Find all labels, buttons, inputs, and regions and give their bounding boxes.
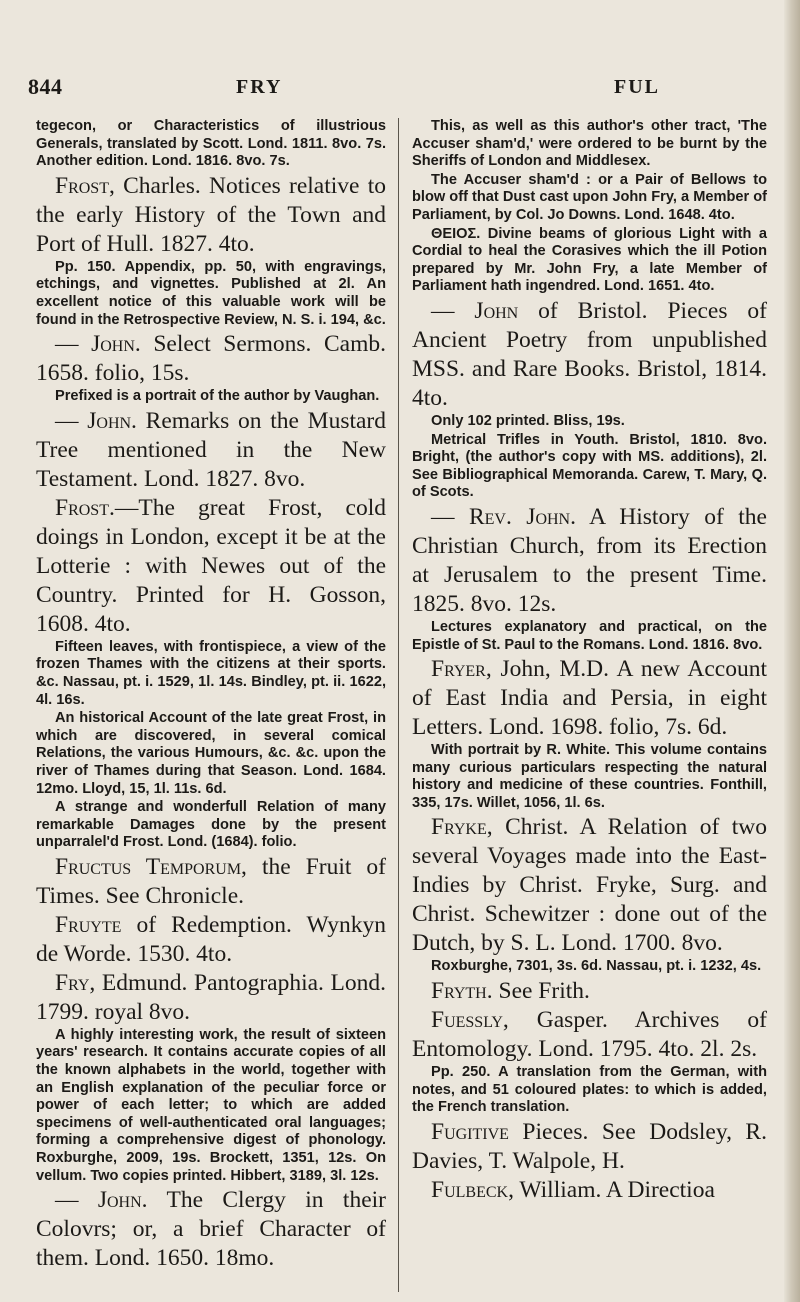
entry-heading	[36, 853, 386, 911]
entry-title: A History of the Christian Church, from its Erection at Jerusalem to the present Time. 1825. 8vo. 12s.	[412, 503, 767, 617]
entry-note: Pp. 250. A translation from the German, with notes, and 51 coloured plates: to which is added, the French translation.	[412, 1064, 767, 1116]
entry-lead: Fryke,	[431, 814, 493, 841]
entry-heading	[36, 1186, 386, 1273]
entry-title: of Bristol. Pieces of Ancient Poetry from unpublished MSS. and Rare Books. Bristol, 1814. 4to.	[412, 297, 768, 411]
entry-title: Remarks on the Mustard Tree mentioned in the New Testament. Lond. 1827. 8vo.	[36, 407, 386, 492]
entry-lead: Fructus Temporum,	[55, 853, 247, 880]
entry-note: Only 102 printed. Bliss, 19s.	[431, 412, 625, 429]
entry-title: Charles. Notices relative to the early History of the Town and Port of Hull. 1827. 4to.	[36, 172, 386, 257]
entry-heading	[36, 969, 386, 1027]
entry-title: The Clergy in their Colovrs; or, a brief Character of them. Lond. 1650. 18mo.	[36, 1187, 386, 1272]
entry-lead: Fryth.	[431, 978, 493, 1005]
entry-heading	[36, 407, 386, 494]
entry-lead: — John.	[55, 331, 141, 358]
entry-title: Select Sermons. Camb. 1658. folio, 15s.	[36, 331, 386, 387]
running-head-right: FUL	[614, 76, 660, 98]
entry-note: ΘΕΙΟΣ. Divine beams of glorious Light with a Cordial to heal the Corasives which the ill Potion prepared by Mr. John Fry, a late Member of Parliament hath ingendred. Lond. 1651. 4to.	[412, 225, 767, 295]
entry-note: With portrait by R. White. This volume contains many curious particulars respecting the natural history and medicine of these countries. Fonthill, 335, 17s. Willet, 1056, 1l. 6s.	[412, 742, 767, 811]
entry-lead: — John.	[55, 1187, 148, 1214]
entry-title: William. A Directioa	[513, 1176, 715, 1203]
entry-heading	[412, 1118, 767, 1176]
entry-heading	[412, 297, 767, 413]
entry-heading	[412, 1006, 767, 1064]
entry-note: A strange and wonderfull Relation of many remarkable Damages done by the present unparralel'd Frost. Lond. (1684). folio.	[36, 799, 386, 851]
entry-heading	[36, 172, 386, 259]
column-divider	[398, 118, 399, 1292]
entry-note: Pp. 150. Appendix, pp. 50, with engravings, etchings, and vignettes. Published at 2l. An excellent notice of this valuable work will be found in the Retrospective Review, N. S. i. 194, &c.	[36, 258, 386, 328]
entry-heading	[36, 330, 386, 388]
entry-note: An historical Account of the late great Frost, in which are discovered, in several comical Relations, the various Humours, &c. &c. upon the river of Thames during that Season. Lond. 1684. 12mo. Lloyd, 15, 1l. 11s. 6d.	[36, 710, 386, 797]
entry-heading	[36, 494, 386, 639]
entry-lead: Frost,	[55, 172, 115, 199]
entry-lead: — John.	[55, 407, 137, 434]
entry-heading	[412, 813, 767, 958]
entry-heading	[412, 1176, 767, 1205]
entry-lead: Fuessly,	[431, 1007, 509, 1034]
entry-note: Roxburghe, 7301, 3s. 6d. Nassau, pt. i. 1232, 4s.	[431, 958, 762, 975]
entry-title: Edmund. Pantographia. Lond. 1799. royal 8vo.	[36, 969, 386, 1025]
entry-note: tegecon, or Characteristics of illustrious Generals, translated by Scott. Lond. 1811. 8vo. 7s. Another edition. Lond. 1816. 8vo. 7s.	[36, 118, 386, 170]
entry-lead: Fulbeck,	[431, 1176, 514, 1203]
entry-heading	[412, 977, 767, 1006]
running-head-left: FRY	[236, 76, 283, 98]
entry-note: Prefixed is a portrait of the author by Vaughan.	[55, 388, 380, 405]
entry-note: This, as well as this author's other tract, 'The Accuser sham'd,' were ordered to be burnt by the Sheriffs of London and Middlesex.	[412, 118, 767, 170]
entry-heading	[412, 503, 767, 619]
entry-title: See Frith.	[492, 978, 590, 1005]
page-edge-shadow	[784, 0, 800, 1302]
entry-note: Metrical Trifles in Youth. Bristol, 1810. 8vo. Bright, (the author's copy with MS. additions), 2l. See Bibliographical Memoranda. Carew, T. Mary, Q. of Scots.	[412, 431, 767, 501]
entry-lead: Frost.	[55, 494, 115, 521]
left-column	[36, 118, 386, 1273]
entry-lead: Fruyte	[55, 911, 122, 938]
page-header	[0, 54, 800, 99]
entry-title: John, M.D. A new Account of East India and Persia, in eight Letters. Lond. 1698. folio, 7s. 6d.	[412, 656, 767, 741]
entry-title: Christ. A Relation of two several Voyages made into the East-Indies by Christ. Fryke, Surg. and Christ. Schewitzer : done out of the Dutch, by S. L. Lond. 1700. 8vo.	[412, 814, 767, 957]
entry-title: the Fruit of Times. See Chronicle.	[36, 853, 386, 909]
entry-heading	[36, 911, 386, 969]
entry-title: Pieces. See Dodsley, R. Davies, T. Walpole, H.	[412, 1118, 767, 1174]
page-number: 844	[28, 74, 63, 99]
entry-lead: Fryer,	[431, 656, 492, 683]
entry-title: Gasper. Archives of Entomology. Lond. 1795. 4to. 2l. 2s.	[412, 1007, 767, 1063]
entry-lead: — Rev. John.	[431, 503, 576, 530]
entry-note: The Accuser sham'd : or a Pair of Bellows to blow off that Dust cast upon John Fry, a Member of Parliament, by Col. Jo Downs. Lond. 1648. 4to.	[412, 171, 767, 223]
entry-note: Fifteen leaves, with frontispiece, a view of the frozen Thames with the citizens at their sports. &c. Nassau, pt. i. 1529, 1l. 14s. Bindley, pt. ii. 1622, 4l. 16s.	[36, 638, 386, 708]
entry-lead: Fugitive	[431, 1118, 509, 1145]
right-column	[412, 118, 767, 1205]
entry-lead: Fry,	[55, 969, 96, 996]
entry-title: of Redemption. Wynkyn de Worde. 1530. 4to.	[36, 911, 386, 967]
entry-note: Lectures explanatory and practical, on the Epistle of St. Paul to the Romans. Lond. 1816. 8vo.	[412, 618, 767, 653]
entry-note: A highly interesting work, the result of sixteen years' research. It contains accurate copies of all the known alphabets in the world, together with an English explanation of the peculiar force or power of each letter; to which are added specimens of well-authenticated oral languages; forming a comprehensive digest of phonology. Roxburghe, 2009, 19s. Brockett, 1351, 12s. On vellum. Two copies printed. Hibbert, 3189, 3l. 12s.	[36, 1026, 386, 1184]
entry-lead: — John	[431, 297, 519, 324]
entry-heading	[412, 655, 767, 742]
entry-title: —The great Frost, cold doings in London, except it be at the Lotterie : with Newes out of the Country. Printed for H. Gosson, 1608. 4to.	[36, 494, 386, 637]
